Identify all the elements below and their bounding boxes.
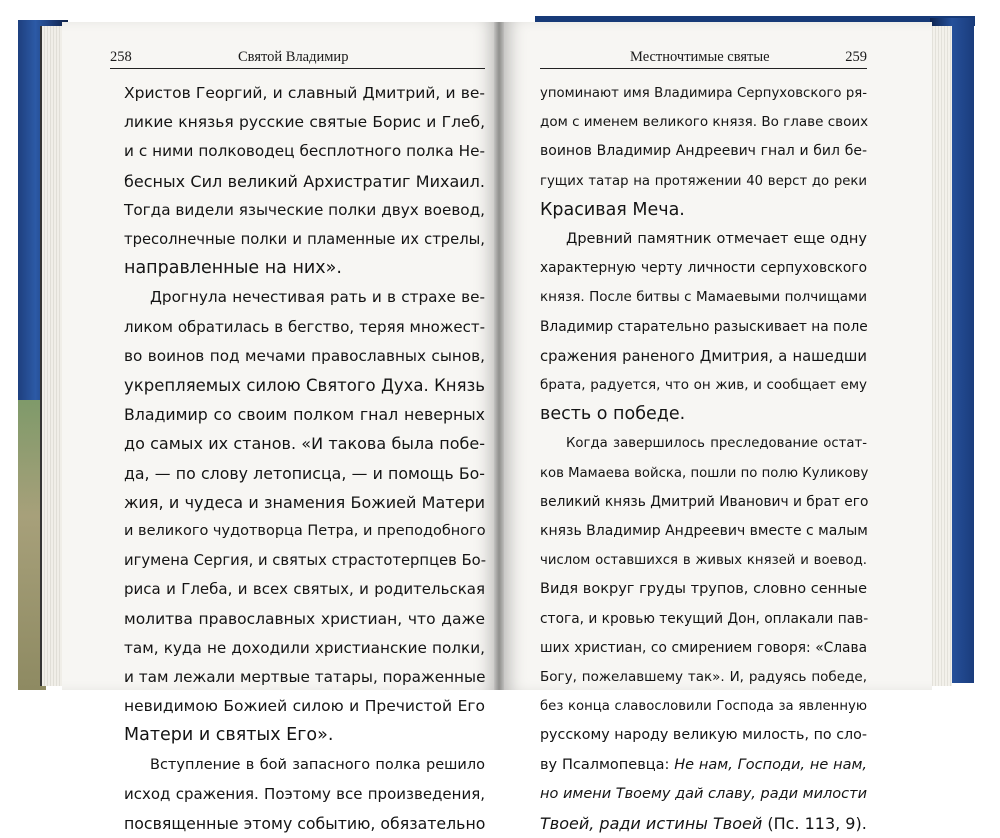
text-line xyxy=(540,459,867,488)
text-line-content: числом оставшихся в живых князей и воевод. xyxy=(540,553,867,569)
text-line-content: невидимою Божией силою и Пречистой Его xyxy=(124,697,485,716)
text-line xyxy=(124,254,485,283)
text-line xyxy=(540,79,867,108)
text-line xyxy=(124,342,485,371)
text-line xyxy=(540,809,867,838)
text-line xyxy=(540,692,867,721)
text-line xyxy=(540,546,867,575)
text-line-content: князь Владимир Андреевич вместе с малым xyxy=(540,523,868,540)
running-title: Местночтимые святые xyxy=(630,49,770,65)
page-number: 258 xyxy=(110,49,132,65)
text-line xyxy=(124,809,485,838)
text-line xyxy=(540,225,867,254)
text-line xyxy=(124,546,485,575)
text-line xyxy=(540,751,867,780)
text-line-content: сражения раненого Дмитрия, а нашедши xyxy=(540,347,867,365)
text-line xyxy=(124,780,485,809)
text-line-content: Владимир со своим полком гнал неверных xyxy=(124,405,485,425)
text-line-content: воинов Владимир Андреевич гнал и бил бе- xyxy=(540,143,867,160)
text-line xyxy=(124,108,485,137)
text-line-content: там, куда не доходили христианские полки, xyxy=(124,638,485,657)
text-line-content: ков Мамаева войска, пошли по полю Куликову xyxy=(540,465,869,481)
text-line-content: риса и Глеба, и всех святых, и родительская xyxy=(124,580,485,599)
text-line-content: ву Псалмопевца: xyxy=(540,756,675,773)
text-line-content: князя. После битвы с Мамаевыми полчищами xyxy=(540,289,867,306)
text-line-content: во воинов под мечами православных сынов, xyxy=(124,346,485,365)
text-line-content: тресолнечные полки и пламенные их стрелы, xyxy=(124,231,485,249)
text-line xyxy=(540,634,867,663)
text-line xyxy=(124,517,485,546)
text-line-content: упоминают имя Владимира Серпуховского ря- xyxy=(540,86,867,101)
text-line-content: ших христиан, со смирением говоря: «Слава xyxy=(540,639,867,656)
text-line xyxy=(540,605,867,634)
text-line-content: исход сражения. Поэтому все произведения, xyxy=(124,784,485,803)
text-line xyxy=(124,400,485,429)
page-edges-right xyxy=(930,26,952,686)
citation: (Пс. 113, 9). xyxy=(762,814,867,834)
text-line xyxy=(124,167,485,196)
right-page-body-text xyxy=(540,79,867,838)
text-line xyxy=(124,575,485,604)
text-line-content: Богу, пожелавшему так». И, радуясь победе, xyxy=(540,669,867,686)
page-number: 259 xyxy=(845,49,867,65)
text-line xyxy=(540,517,867,546)
text-line-content: брата, радуется, что он жив, и сообщает ему xyxy=(540,377,867,394)
text-line-content: молитва православных христиан, что даже xyxy=(124,609,485,628)
text-line-content: Владимир старательно разыскивает на поле xyxy=(540,318,868,335)
text-line xyxy=(540,283,867,312)
text-line xyxy=(540,721,867,750)
text-line-content: великий князь Дмитрий Иванович и брат его xyxy=(540,493,869,510)
left-page-body-text xyxy=(124,79,485,838)
text-line-content: русскому народу великую милость, по сло- xyxy=(540,727,867,744)
text-line xyxy=(124,313,485,342)
running-title: Святой Владимир xyxy=(238,49,349,65)
text-line xyxy=(124,692,485,721)
text-line xyxy=(540,429,867,458)
text-line xyxy=(124,459,485,488)
text-line-content: ликом обратилась в бегство, теряя множест- xyxy=(124,317,485,336)
text-line xyxy=(540,196,867,225)
text-line-content: Вступление в бой запасного полка решило xyxy=(150,756,485,773)
text-line-content: направленные на них». xyxy=(124,258,342,279)
text-line-content: игумена Сергия, и святых страстотерпцев Бо- xyxy=(124,552,487,570)
text-line xyxy=(540,400,867,429)
text-line xyxy=(124,634,485,663)
text-line-content: до самых их станов. «И такова была побе- xyxy=(124,434,485,454)
text-line xyxy=(124,225,485,254)
text-line xyxy=(540,254,867,283)
text-line-content: Видя вокруг груды трупов, словно сенные xyxy=(540,581,867,598)
text-line xyxy=(540,342,867,371)
text-line xyxy=(124,79,485,108)
text-line xyxy=(540,780,867,809)
text-line-content: весть о победе. xyxy=(540,404,686,425)
text-line-content: Красивая Меча. xyxy=(540,199,685,220)
text-line-content: без конца славословили Господа за явленную xyxy=(540,699,867,715)
text-line xyxy=(540,167,867,196)
text-line-content: и с ними полководец бесплотного полка Не- xyxy=(124,142,485,161)
text-line-content: и великого чудотворца Петра, и преподобного xyxy=(124,523,486,540)
text-line xyxy=(124,429,485,458)
text-line xyxy=(540,313,867,342)
text-line-content: характерную черту личности серпуховского xyxy=(540,260,867,277)
text-line-content: дом с именем великого князя. Во главе своих xyxy=(540,114,869,131)
text-line xyxy=(124,605,485,634)
text-line xyxy=(540,488,867,517)
text-line xyxy=(540,108,867,137)
text-line-content: укрепляемых силою Святого Духа. Князь xyxy=(124,376,485,396)
text-line xyxy=(124,196,485,225)
text-line xyxy=(540,575,867,604)
book-gutter xyxy=(494,22,504,690)
text-line-content: Христов Георгий, и славный Дмитрий, и ве- xyxy=(124,84,485,102)
text-line-content: но имени Твоему дай славу, ради милости xyxy=(540,785,867,802)
text-line xyxy=(124,721,485,750)
text-line-content: посвященные этому событию, обязательно xyxy=(124,814,486,834)
text-line xyxy=(124,371,485,400)
text-line-content: бесных Сил великий Архистратиг Михаил. xyxy=(124,171,485,191)
text-line-content: Тогда видели языческие полки двух воевод, xyxy=(124,200,486,219)
text-line-content: и там лежали мертвые татары, пораженные xyxy=(124,668,486,687)
text-line xyxy=(124,283,485,312)
italic-quote: Не нам, Господи, не нам, xyxy=(674,756,867,773)
text-line-content: стога, и кровью текущий Дон, оплакали пав- xyxy=(540,610,869,627)
text-line-content: Твоей, ради истины Твоей xyxy=(540,814,763,834)
text-line-content: ликие князья русские святые Борис и Глеб, xyxy=(124,113,485,132)
text-line-content: жия, и чудеса и знамения Божией Матери xyxy=(124,492,485,512)
text-line-content: да, — по слову летописца, — и помощь Бо- xyxy=(124,463,485,483)
text-line xyxy=(124,751,485,780)
text-line-content: Матери и святых Его». xyxy=(124,725,334,746)
text-line xyxy=(540,371,867,400)
text-line xyxy=(540,137,867,166)
text-line xyxy=(540,663,867,692)
text-line-content: гущих татар на протяжении 40 верст до реки xyxy=(540,173,867,189)
text-line xyxy=(124,137,485,166)
right-page-header xyxy=(540,48,867,69)
text-line xyxy=(124,663,485,692)
left-page-header xyxy=(110,48,485,69)
text-line xyxy=(124,488,485,517)
text-line-content: Когда завершилось преследование остат- xyxy=(566,436,867,452)
text-line-content: Дрогнула нечестивая рать и в страхе ве- xyxy=(150,288,485,307)
text-line-content: Древний памятник отмечает еще одну xyxy=(566,231,867,248)
